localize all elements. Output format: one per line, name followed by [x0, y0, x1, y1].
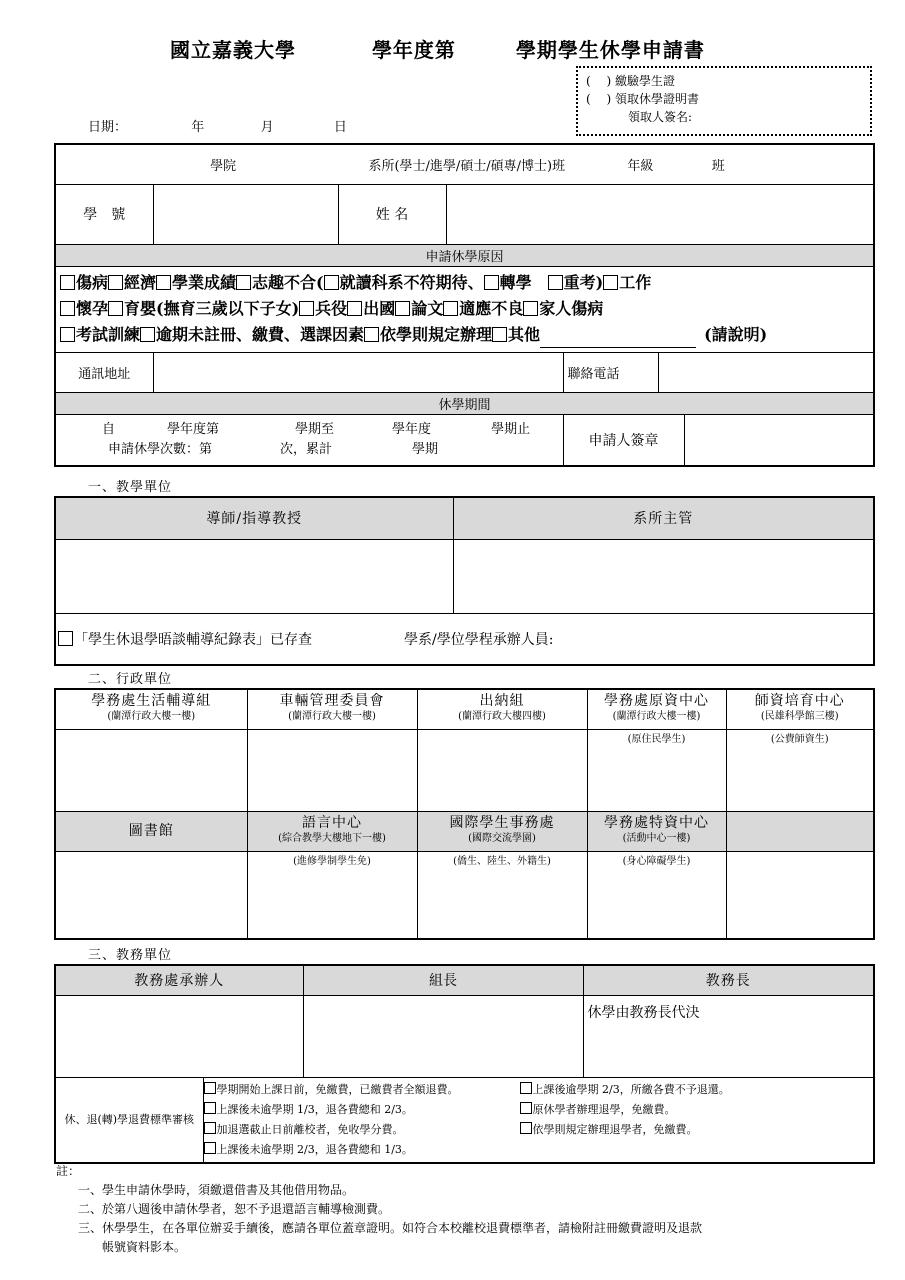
teaching-units-table [54, 496, 875, 666]
indigenous-note: (原住民學生) [627, 733, 686, 745]
note-1: 一、學生申請休學時，須繳還借書及其他借用物品。 [78, 1183, 355, 1197]
reason-maladjustment: 適應不良 [459, 299, 524, 318]
reason-line-1 [58, 270, 873, 296]
phone-field[interactable] [658, 352, 874, 392]
stamp-library[interactable] [55, 851, 247, 939]
dept-handler-label: 學系/學位學程承辦人員: [404, 631, 554, 648]
refund-options-right [520, 1080, 820, 1160]
grade-label: 年級 [627, 158, 654, 174]
reason-regulation: 依學則規定辦理 [380, 325, 493, 344]
dept-head-header: 系所主管 [453, 497, 874, 539]
applicant-signature-label: 申請人簽章 [563, 414, 684, 466]
refund-after-two-thirds: 上課後逾學期 2/3，所繳各費不予退還。 [532, 1082, 730, 1096]
stamp-teacher-education[interactable] [726, 729, 874, 811]
period-year1: 學年度第 [167, 421, 220, 437]
college-label: 學院 [210, 158, 237, 174]
refund-options [203, 1077, 874, 1163]
reason-illness: 傷病 [76, 273, 109, 292]
date-day: 日 [333, 120, 347, 135]
period-header: 休學期間 [55, 392, 874, 414]
admin-section-title: 二、行政單位 [88, 672, 173, 687]
reason-overdue-registration: 逾期未註冊、繳費、選課因素 [156, 325, 365, 344]
checkbox[interactable] [299, 301, 314, 316]
other-reason-field[interactable] [540, 332, 696, 348]
period-from: 自 [102, 421, 116, 437]
reason-line-2 [58, 296, 873, 322]
checkbox[interactable] [484, 275, 499, 290]
special-education-note: (身心障礙學生) [622, 855, 691, 867]
notes-label: 註： [56, 1164, 81, 1178]
checkbox[interactable] [520, 1102, 532, 1114]
checkbox[interactable] [347, 301, 362, 316]
reason-military: 兵役 [315, 299, 348, 318]
refund-options-left [204, 1080, 520, 1160]
class-label: 班 [711, 158, 725, 174]
form-title [170, 34, 705, 63]
refund-regulation-withdraw: 依學則規定辦理退學者，免繳費。 [532, 1122, 698, 1136]
student-card-check[interactable]: ( ) 繳驗學生證 [586, 74, 675, 88]
address-label: 通訊地址 [55, 352, 153, 392]
counseling-record-row [55, 613, 874, 665]
reason-thesis: 論文 [411, 299, 444, 318]
date-month: 月 [260, 120, 274, 135]
unit-international-affairs: 國際學生事務處 (國際交流學園) [417, 811, 587, 851]
reason-options [55, 266, 874, 352]
name-field[interactable] [446, 184, 874, 244]
reason-exam-training: 考試訓練 [76, 325, 141, 344]
admin-units-table [54, 688, 875, 940]
date-line [88, 116, 347, 135]
language-note: (進修學制學生免) [293, 855, 371, 867]
academic-section-title: 三、教務單位 [88, 948, 173, 963]
checkbox[interactable] [204, 1102, 216, 1114]
checkbox[interactable] [603, 275, 618, 290]
checkbox[interactable] [58, 631, 73, 646]
stamp-empty [726, 851, 874, 939]
reason-family-illness: 家人傷病 [539, 299, 604, 318]
stamp-indigenous-center[interactable] [587, 729, 726, 811]
dean-signature-field[interactable] [583, 995, 874, 1077]
count-end: 學期 [412, 441, 439, 457]
reason-retake-exam: 重考) [563, 273, 604, 292]
checkbox[interactable] [204, 1142, 216, 1154]
counseling-record-label: 「學生休退學晤談輔導紀錄表」已存查 [74, 631, 312, 648]
checkbox[interactable] [443, 301, 458, 316]
note-2: 二、於第八週後申請休學者，恕不予退還語言輔導檢測費。 [78, 1202, 391, 1216]
date-label: 日期： [88, 120, 128, 135]
checkbox[interactable] [364, 327, 379, 342]
dept-head-signature-field[interactable] [453, 539, 874, 613]
title-school: 國立嘉義大學 [170, 38, 296, 62]
reason-transfer: 轉學 [499, 273, 548, 292]
clerk-signature-field[interactable] [55, 995, 303, 1077]
reason-line-3 [58, 322, 873, 348]
period-sem1: 學期至 [295, 421, 335, 437]
address-field[interactable] [153, 352, 563, 392]
checkbox[interactable] [548, 275, 563, 290]
period-year2: 學年度 [392, 421, 432, 437]
stamp-international-affairs[interactable] [417, 851, 587, 939]
count-label: 申請休學次數：第 [108, 441, 213, 457]
certificate-pickup-box [576, 66, 872, 136]
notes-section [56, 1162, 876, 1257]
note-3: 三、休學學生，在各單位辦妥手續後，應請各單位蓋章證明。如符合本校離校退費標準者，請檢附註冊繳費證明及退款 [78, 1221, 703, 1235]
name-label: 姓 名 [338, 184, 446, 244]
checkbox[interactable] [520, 1082, 532, 1094]
reason-grades: 學業成績 [172, 273, 237, 292]
unit-empty [726, 811, 874, 851]
unit-vehicle-committee: 車輛管理委員會 (蘭潭行政大樓一樓) [247, 689, 417, 729]
phone-label: 聯絡電話 [563, 352, 658, 392]
refund-add-drop: 加退選截止日前離校者，免收學分費。 [216, 1122, 404, 1136]
checkbox[interactable] [520, 1122, 532, 1134]
checkbox[interactable] [204, 1122, 216, 1134]
reason-mismatch: 就讀科系不符期待、 [339, 273, 484, 292]
refund-standard-label: 休、退(轉)學退費標準審核 [55, 1077, 203, 1163]
reason-abroad: 出國 [363, 299, 396, 318]
advisor-signature-field[interactable] [55, 539, 453, 613]
checkbox[interactable] [156, 275, 171, 290]
unit-indigenous-center: 學務處原資中心 (蘭潭行政大樓一樓) [587, 689, 726, 729]
section-chief-header: 組長 [303, 965, 583, 995]
refund-within-two-thirds: 上課後未逾學期 2/3，退各費總和 1/3。 [216, 1142, 413, 1156]
stamp-vehicle-committee[interactable] [247, 729, 417, 811]
dean-note: 休學由教務長代決 [587, 1004, 700, 1021]
note-3-cont: 帳號資料影本。 [102, 1240, 187, 1254]
section-chief-signature-field[interactable] [303, 995, 583, 1077]
unit-library: 圖書館 [55, 811, 247, 851]
checkbox[interactable] [108, 275, 123, 290]
advisor-header: 導師/指導教授 [55, 497, 453, 539]
checkbox[interactable] [204, 1082, 216, 1094]
period-details [55, 414, 563, 466]
unit-life-guidance: 學務處生活輔導組 (蘭潭行政大樓一樓) [55, 689, 247, 729]
teaching-section-title: 一、教學單位 [88, 480, 173, 495]
unit-cashier: 出納組 (蘭潭行政大樓四樓) [417, 689, 587, 729]
reason-pregnancy: 懷孕 [76, 299, 109, 318]
refund-suspended-withdraw: 原休學者辦理退學，免繳費。 [532, 1102, 676, 1116]
stamp-cashier[interactable] [417, 729, 587, 811]
period-sem2: 學期止 [491, 421, 531, 437]
checkbox[interactable] [60, 327, 75, 342]
refund-within-third: 上課後未逾學期 1/3，退各費總和 2/3。 [216, 1102, 413, 1116]
stamp-life-guidance[interactable] [55, 729, 247, 811]
checkbox[interactable] [140, 327, 155, 342]
checkbox[interactable] [236, 275, 251, 290]
checkbox[interactable] [395, 301, 410, 316]
certificate-collect-check[interactable]: ( ) 領取休學證明書 [586, 92, 699, 106]
checkbox[interactable] [492, 327, 507, 342]
please-explain-label: (請說明) [704, 325, 768, 344]
reason-childcare: 育嬰(撫育三歲以下子女) [124, 299, 300, 318]
teacher-education-note: (公費師資生) [770, 733, 829, 745]
refund-before-class: 學期開始上課日前，免繳費，已繳費者全額退費。 [216, 1082, 459, 1096]
checkbox[interactable] [60, 275, 75, 290]
receiver-signature-label: 領取人簽名: [628, 110, 693, 124]
title-rest: 學期學生休學申請書 [515, 38, 705, 62]
applicant-signature-field[interactable] [684, 414, 874, 466]
reason-header: 申請休學原因 [55, 244, 874, 266]
stamp-special-education[interactable] [587, 851, 726, 939]
reason-economic: 經濟 [124, 273, 157, 292]
checkbox[interactable] [108, 301, 123, 316]
checkbox[interactable] [60, 301, 75, 316]
date-year: 年 [191, 120, 205, 135]
student-id-field[interactable] [153, 184, 338, 244]
dean-header: 教務長 [583, 965, 874, 995]
stamp-language-center[interactable] [247, 851, 417, 939]
unit-teacher-education: 師資培育中心 (民雄科學館三樓) [726, 689, 874, 729]
count-mid: 次，累計 [280, 441, 333, 457]
application-table [54, 143, 875, 467]
reason-interest: 志趣不合( [252, 273, 324, 292]
department-label: 系所(學士/進學/碩士/碩專/博士)班 [368, 158, 566, 174]
student-id-label: 學 號 [55, 184, 153, 244]
unit-language-center: 語言中心 (綜合教學大樓地下一樓) [247, 811, 417, 851]
title-year: 學年度第 [371, 38, 456, 62]
international-note: (僑生、陸生、外籍生) [453, 855, 551, 867]
checkbox[interactable] [324, 275, 339, 290]
unit-special-education: 學務處特資中心 (活動中心一樓) [587, 811, 726, 851]
reason-other: 其他 [508, 325, 541, 344]
reason-work: 工作 [619, 273, 652, 292]
clerk-header: 教務處承辦人 [55, 965, 303, 995]
checkbox[interactable] [523, 301, 538, 316]
academic-units-table [54, 964, 875, 1164]
